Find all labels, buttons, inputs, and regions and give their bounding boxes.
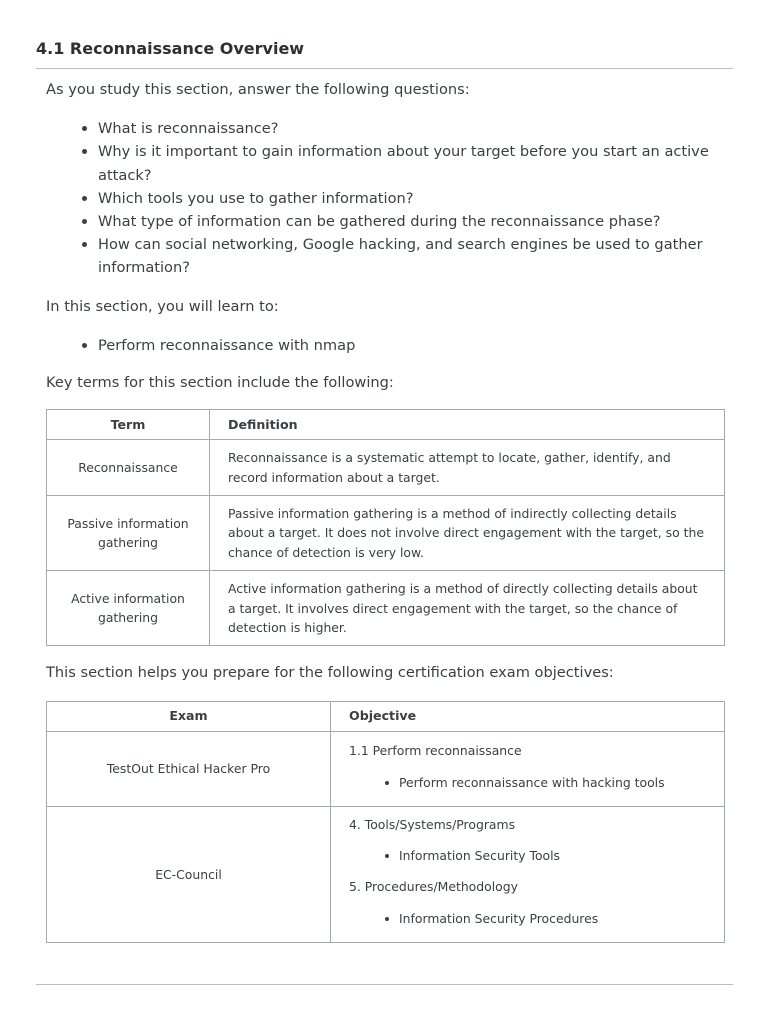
exam-objectives-table	[46, 701, 725, 943]
objective-cell	[331, 806, 725, 943]
key-terms-table	[46, 409, 725, 646]
list-item: Information Security Procedures	[399, 909, 706, 928]
list-item: Why is it important to gain information about your target before you start an active attack?	[98, 140, 724, 186]
table-row	[47, 571, 725, 646]
objective-sublist	[349, 773, 706, 792]
learn-intro: In this section, you will learn to:	[46, 297, 279, 315]
questions-list	[46, 117, 724, 279]
table-row	[47, 731, 725, 806]
list-item: How can social networking, Google hacking, and search engines be used to gather information?	[98, 233, 724, 279]
term-column-header: Term	[47, 410, 210, 440]
table-row	[47, 806, 725, 943]
learn-list	[46, 334, 724, 357]
objective-sublist	[349, 909, 706, 928]
exam-cell: EC-Council	[47, 806, 331, 943]
questions-intro: As you study this section, answer the following questions:	[46, 81, 470, 98]
term-cell: Active information gathering	[47, 571, 210, 646]
footer-divider	[36, 984, 733, 985]
objective-heading: 5. Procedures/Methodology	[349, 879, 518, 895]
list-item: What type of information can be gathered during the reconnaissance phase?	[98, 210, 724, 233]
term-cell: Reconnaissance	[47, 440, 210, 496]
title-divider	[36, 68, 733, 69]
objective-heading: 1.1 Perform reconnaissance	[349, 742, 522, 758]
objective-column-header: Objective	[331, 701, 725, 731]
definition-cell: Passive information gathering is a method of indirectly collecting details about a target. It does not involve direct engagement with the target, so the chance of detection is very low.	[210, 496, 725, 571]
exam-objectives-intro: This section helps you prepare for the following certification exam objectives:	[46, 664, 614, 682]
definition-column-header: Definition	[210, 410, 725, 440]
definition-cell: Reconnaissance is a systematic attempt to locate, gather, identify, and record information about a target.	[210, 440, 725, 496]
exam-column-header: Exam	[47, 701, 331, 731]
list-item: What is reconnaissance?	[98, 117, 724, 140]
table-header-row	[47, 410, 725, 440]
objective-heading: 4. Tools/Systems/Programs	[349, 816, 516, 832]
definition-cell: Active information gathering is a method of directly collecting details about a target. It involves direct engagement with the target, so the chance of detection is higher.	[210, 571, 725, 646]
objective-sublist	[349, 846, 706, 865]
term-cell: Passive information gathering	[47, 496, 210, 571]
page-title: 4.1 Reconnaissance Overview	[36, 39, 305, 58]
list-item: Perform reconnaissance with hacking tools	[399, 773, 706, 792]
list-item: Perform reconnaissance with nmap	[98, 334, 724, 357]
list-item: Information Security Tools	[399, 846, 706, 865]
key-terms-intro: Key terms for this section include the following:	[46, 374, 394, 392]
objective-cell	[331, 731, 725, 806]
section-content	[46, 78, 724, 943]
table-header-row	[47, 701, 725, 731]
table-row	[47, 440, 725, 496]
list-item: Which tools you use to gather information?	[98, 187, 724, 210]
table-row	[47, 496, 725, 571]
exam-cell: TestOut Ethical Hacker Pro	[47, 731, 331, 806]
